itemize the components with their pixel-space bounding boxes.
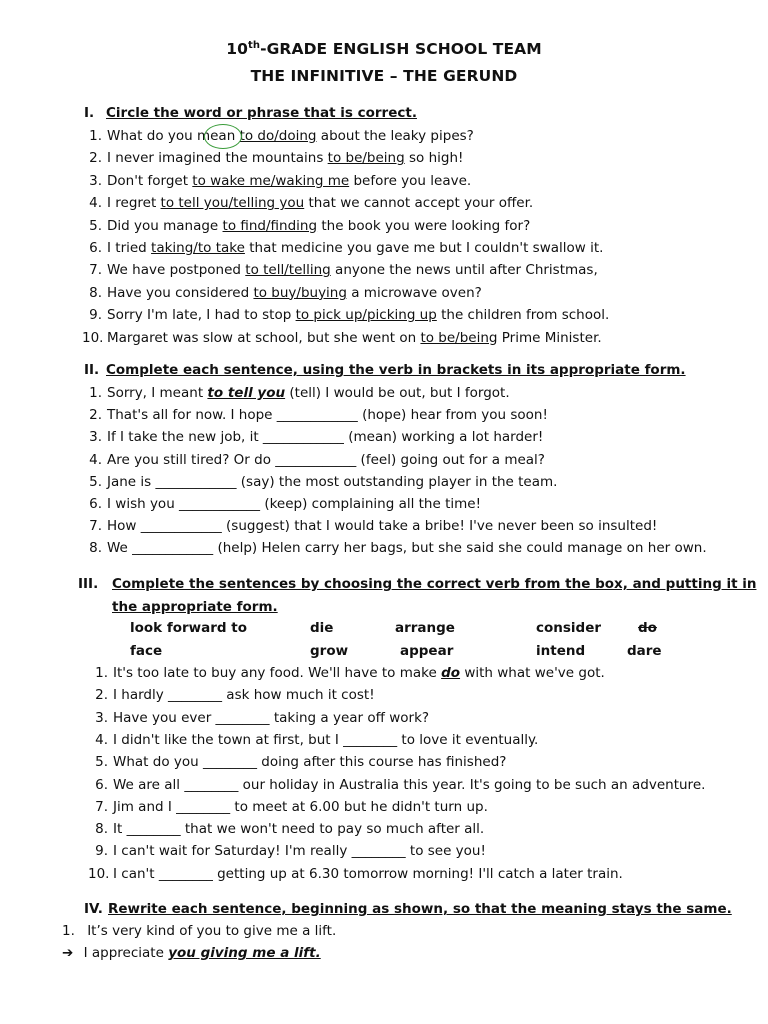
word-box-item: consider — [536, 620, 602, 636]
item-text: It's too late to buy any food. We'll have to make — [113, 665, 442, 681]
list-item — [89, 172, 472, 189]
item-text: It’s very kind of you to give me a lift. — [87, 923, 337, 939]
item-number: 3. — [95, 709, 108, 726]
item-text-end: the book you were looking for? — [317, 217, 531, 234]
item-number: 3. — [89, 429, 102, 446]
item-text-end: the children from school. — [436, 307, 610, 324]
item-number: 2. — [89, 150, 102, 167]
item-text-end: Prime Minister. — [497, 329, 602, 346]
item-text-end: (tell) I would be out, but I forgot. — [285, 385, 510, 401]
section-2-heading — [84, 362, 686, 378]
item-text-end: with what we've got. — [460, 665, 605, 681]
list-item — [89, 407, 548, 424]
list-item — [95, 709, 430, 726]
item-number: 2. — [95, 687, 108, 704]
item-text: We ____________ (help) Helen carry her bags, but she said she could manage on her own. — [107, 540, 707, 557]
item-number: 7. — [95, 798, 108, 815]
list-item — [89, 518, 658, 535]
list-item — [89, 473, 558, 490]
item-text-end: that we cannot accept your offer. — [304, 195, 534, 212]
section-3-number: III. — [78, 576, 99, 592]
list-item — [89, 540, 707, 557]
item-number: 8. — [89, 284, 102, 301]
item-number: 6. — [95, 776, 108, 793]
section-1-heading — [84, 105, 417, 121]
item-number: 10. — [88, 865, 110, 882]
word-box-item: look forward to — [130, 620, 247, 636]
item-text: I never imagined the mountains — [107, 150, 328, 167]
item-text: We have postponed — [107, 262, 246, 279]
word-box-item: arrange — [395, 620, 455, 636]
item-text: Sorry, I meant — [107, 385, 208, 401]
section-3-title-line2: the appropriate form. — [112, 599, 278, 615]
section-1-title: Circle the word or phrase that is correct. — [106, 105, 417, 121]
list-item — [95, 687, 375, 704]
item-number: 7. — [89, 262, 102, 279]
list-item — [89, 429, 544, 446]
word-box-item: intend — [536, 643, 586, 659]
item-text-end: about the leaky pipes? — [316, 128, 474, 144]
section-4-item — [62, 923, 336, 939]
answer-prefix: I appreciate — [83, 945, 169, 961]
item-text: That's all for now. I hope ____________ (hope) hear from you soon! — [107, 407, 548, 424]
page-title — [0, 40, 768, 58]
item-number: 1. — [89, 128, 102, 144]
title-superscript: th — [247, 40, 261, 51]
item-number: 5. — [89, 473, 102, 490]
item-text: Sorry I'm late, I had to stop — [107, 307, 296, 324]
list-item — [89, 217, 531, 234]
option-choices: taking/to take — [151, 240, 245, 256]
word-box-item: dare — [627, 643, 662, 659]
item-text-end: a microwave oven? — [346, 284, 482, 301]
item-text: It ________ that we won't need to pay so much after all. — [113, 821, 485, 838]
list-item — [95, 731, 539, 748]
item-text: If I take the new job, it ____________ (mean) working a lot harder! — [107, 429, 544, 446]
option-choices: to tell you/telling you — [160, 195, 305, 212]
section-1-number: I. — [84, 105, 95, 121]
list-item — [89, 128, 474, 144]
item-text: Don't forget — [107, 172, 193, 189]
list-item — [95, 776, 706, 793]
list-item — [89, 284, 482, 301]
arrow-icon: ➔ — [62, 945, 74, 961]
item-number: 8. — [95, 821, 108, 838]
example-answer: to tell you — [207, 385, 286, 401]
item-text: How ____________ (suggest) that I would take a bribe! I've never been so insulted! — [107, 518, 658, 535]
item-number: 9. — [95, 843, 108, 860]
answer-circle-mark — [204, 124, 242, 149]
page-subtitle: THE INFINITIVE – THE GERUND — [250, 67, 518, 85]
answer-text: you giving me a lift. — [168, 945, 321, 961]
item-text: Did you manage — [107, 217, 223, 234]
section-4-answer — [62, 945, 321, 961]
section-4-number: IV. — [84, 901, 103, 917]
item-number: 1. — [95, 665, 108, 681]
option-choices: to wake me/waking me — [192, 172, 350, 189]
word-box-item: appear — [400, 643, 454, 659]
list-item — [89, 262, 598, 279]
item-number: 8. — [89, 540, 102, 557]
list-item — [88, 865, 623, 882]
item-text: What do you ________ doing after this course has finished? — [113, 754, 507, 771]
list-item — [95, 754, 507, 771]
option-choices: to pick up/picking up — [295, 307, 437, 324]
item-text: Have you ever ________ taking a year off work? — [113, 709, 430, 726]
item-number: 9. — [89, 307, 102, 324]
item-number: 10. — [82, 329, 104, 346]
item-number: 7. — [89, 518, 102, 535]
item-text-end: so high! — [404, 150, 464, 167]
item-number: 4. — [95, 731, 108, 748]
item-text: I regret — [107, 195, 161, 212]
list-item — [89, 307, 610, 324]
list-item — [82, 329, 602, 346]
example-answer: do — [441, 665, 461, 681]
item-text: I wish you ____________ (keep) complaining all the time! — [107, 496, 481, 512]
section-4-title: Rewrite each sentence, beginning as shown, so that the meaning stays the same. — [108, 901, 732, 917]
list-item — [89, 150, 464, 167]
option-choices: to tell/telling — [245, 262, 331, 279]
item-text: Jane is ____________ (say) the most outstanding player in the team. — [107, 473, 558, 490]
list-item — [89, 385, 510, 401]
list-item — [89, 240, 604, 256]
word-box-item-used: do — [638, 620, 657, 636]
list-item — [95, 665, 605, 681]
item-number: 1. — [89, 385, 102, 401]
item-text: What do you mean — [107, 128, 240, 144]
section-3-title-line1: Complete the sentences by choosing the correct verb from the box, and putting it in — [112, 576, 757, 592]
option-choices: to find/finding — [222, 217, 318, 234]
item-text: I can't wait for Saturday! I'm really ________ to see you! — [113, 843, 486, 860]
item-number: 4. — [89, 195, 102, 212]
section-2-number: II. — [84, 362, 100, 378]
section-2-title: Complete each sentence, using the verb in brackets in its appropriate form. — [106, 362, 686, 378]
item-text: Jim and I ________ to meet at 6.00 but he didn't turn up. — [113, 798, 488, 815]
item-text: We are all ________ our holiday in Australia this year. It's going to be such an adventure. — [113, 776, 706, 793]
option-choices: to be/being — [420, 329, 498, 346]
item-text: Margaret was slow at school, but she went on — [107, 329, 421, 346]
section-3-heading — [78, 576, 756, 592]
item-number: 3. — [89, 172, 102, 189]
item-text-end: that medicine you gave me but I couldn't swallow it. — [244, 240, 604, 256]
item-text: I hardly ________ ask how much it cost! — [113, 687, 375, 704]
item-text: I can't ________ getting up at 6.30 tomorrow morning! I'll catch a later train. — [113, 865, 623, 882]
item-text-end: before you leave. — [349, 172, 472, 189]
list-item — [95, 798, 488, 815]
list-item — [89, 195, 534, 212]
word-box-item: grow — [310, 643, 349, 659]
list-item — [89, 451, 545, 468]
item-number: 5. — [89, 217, 102, 234]
section-4-heading — [84, 901, 732, 917]
item-text: I tried — [107, 240, 152, 256]
list-item — [95, 843, 486, 860]
option-choices: to be/being — [327, 150, 405, 167]
item-text: Have you considered — [107, 284, 254, 301]
item-text: Are you still tired? Or do ____________ (feel) going out for a meal? — [107, 451, 545, 468]
title-grade-number: 10 — [226, 40, 248, 59]
item-number: 4. — [89, 451, 102, 468]
list-item — [89, 496, 481, 512]
item-number: 6. — [89, 240, 102, 256]
item-text: I didn't like the town at first, but I ________ to love it eventually. — [113, 731, 539, 748]
list-item — [95, 821, 485, 838]
option-choices: to do/doing — [239, 128, 317, 144]
title-line1-text: -GRADE ENGLISH SCHOOL TEAM — [260, 40, 542, 59]
option-choices: to buy/buying — [253, 284, 347, 301]
item-number: 6. — [89, 496, 102, 512]
item-number: 2. — [89, 407, 102, 424]
item-number: 5. — [95, 754, 108, 771]
item-text-end: anyone the news until after Christmas, — [330, 262, 598, 279]
word-box-item: face — [130, 643, 163, 659]
item-number: 1. — [62, 923, 75, 939]
section-3-heading-line2 — [112, 599, 278, 615]
word-box-item: die — [310, 620, 334, 636]
